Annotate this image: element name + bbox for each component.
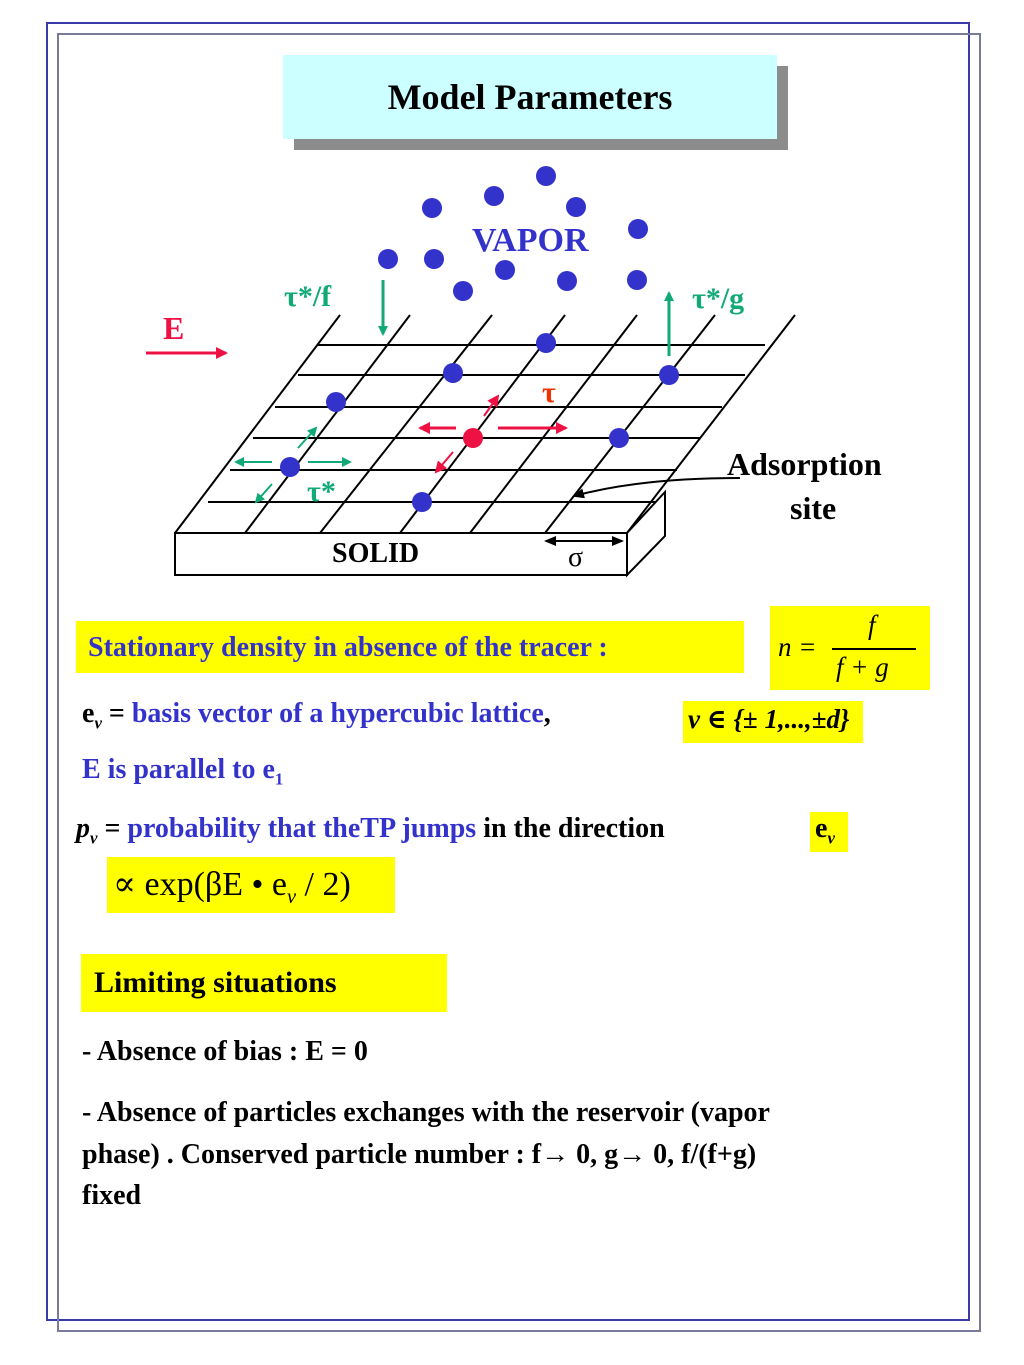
tau-f-label: τ*/f xyxy=(284,280,332,313)
formula-denominator: f + g xyxy=(836,652,889,682)
adsorption-label: Adsorption xyxy=(727,446,882,482)
site-label: site xyxy=(790,490,837,526)
formula-numerator: f xyxy=(868,610,876,640)
prob-direction: in the direction xyxy=(476,813,665,844)
basis-equals: = xyxy=(101,698,132,729)
parallel-subscript: 1 xyxy=(274,769,284,789)
stationary-label: Stationary density in absence of the tracer : xyxy=(88,632,608,663)
formula-lhs: n = xyxy=(778,632,817,662)
prob-equals: = xyxy=(97,813,128,844)
basis-line xyxy=(82,698,551,734)
tau-g-label: τ*/g xyxy=(692,282,745,315)
prob-symbol: p xyxy=(76,813,90,844)
limiting-item-2-line-2: phase) . Conserved particle number : f→ 0, g→ 0, f/(f+g) xyxy=(82,1139,757,1170)
limiting-item-2-line-3: fixed xyxy=(82,1180,142,1211)
parallel-line xyxy=(82,754,283,790)
basis-set: ν ∈ {± 1,...,±d} xyxy=(688,704,850,734)
lattice-grid xyxy=(175,315,795,533)
vapor-label: VAPOR xyxy=(472,222,589,259)
tau-star-label: τ* xyxy=(307,475,336,508)
lattice-diagram xyxy=(0,0,1024,620)
prop-main: ∝ exp(βE • e xyxy=(113,866,287,903)
prob-subscript: ν xyxy=(90,828,98,848)
basis-comma: , xyxy=(543,698,551,729)
probability-line xyxy=(76,813,665,849)
basis-symbol: e xyxy=(82,698,95,729)
direction-vector xyxy=(815,813,835,849)
e-field-label: E xyxy=(163,310,185,346)
basis-subscript: ν xyxy=(94,713,102,733)
page-title: Model Parameters xyxy=(283,55,777,139)
direction-symbol: e xyxy=(815,813,828,844)
solid-label: SOLID xyxy=(332,538,420,569)
basis-text: basis vector of a hypercubic lattice xyxy=(131,698,544,729)
proportional-formula xyxy=(107,857,395,913)
adsorbed-particles xyxy=(280,333,679,512)
prob-text: probability that theTP jumps xyxy=(127,813,477,844)
tau-label: τ xyxy=(542,376,556,409)
stationary-formula xyxy=(770,606,930,690)
direction-subscript: ν xyxy=(827,828,835,848)
sigma-label: σ xyxy=(568,542,584,573)
limiting-item-2-line-1: - Absence of particles exchanges with the reservoir (vapor xyxy=(82,1097,770,1128)
limiting-heading: Limiting situations xyxy=(94,966,337,999)
fraction-bar xyxy=(832,648,916,650)
limiting-item-1: - Absence of bias : E = 0 xyxy=(82,1036,368,1067)
prop-end: / 2) xyxy=(296,866,351,903)
parallel-text: E is parallel to e xyxy=(82,754,275,785)
prop-subscript: ν xyxy=(286,885,297,908)
tracer-particle xyxy=(463,428,483,448)
